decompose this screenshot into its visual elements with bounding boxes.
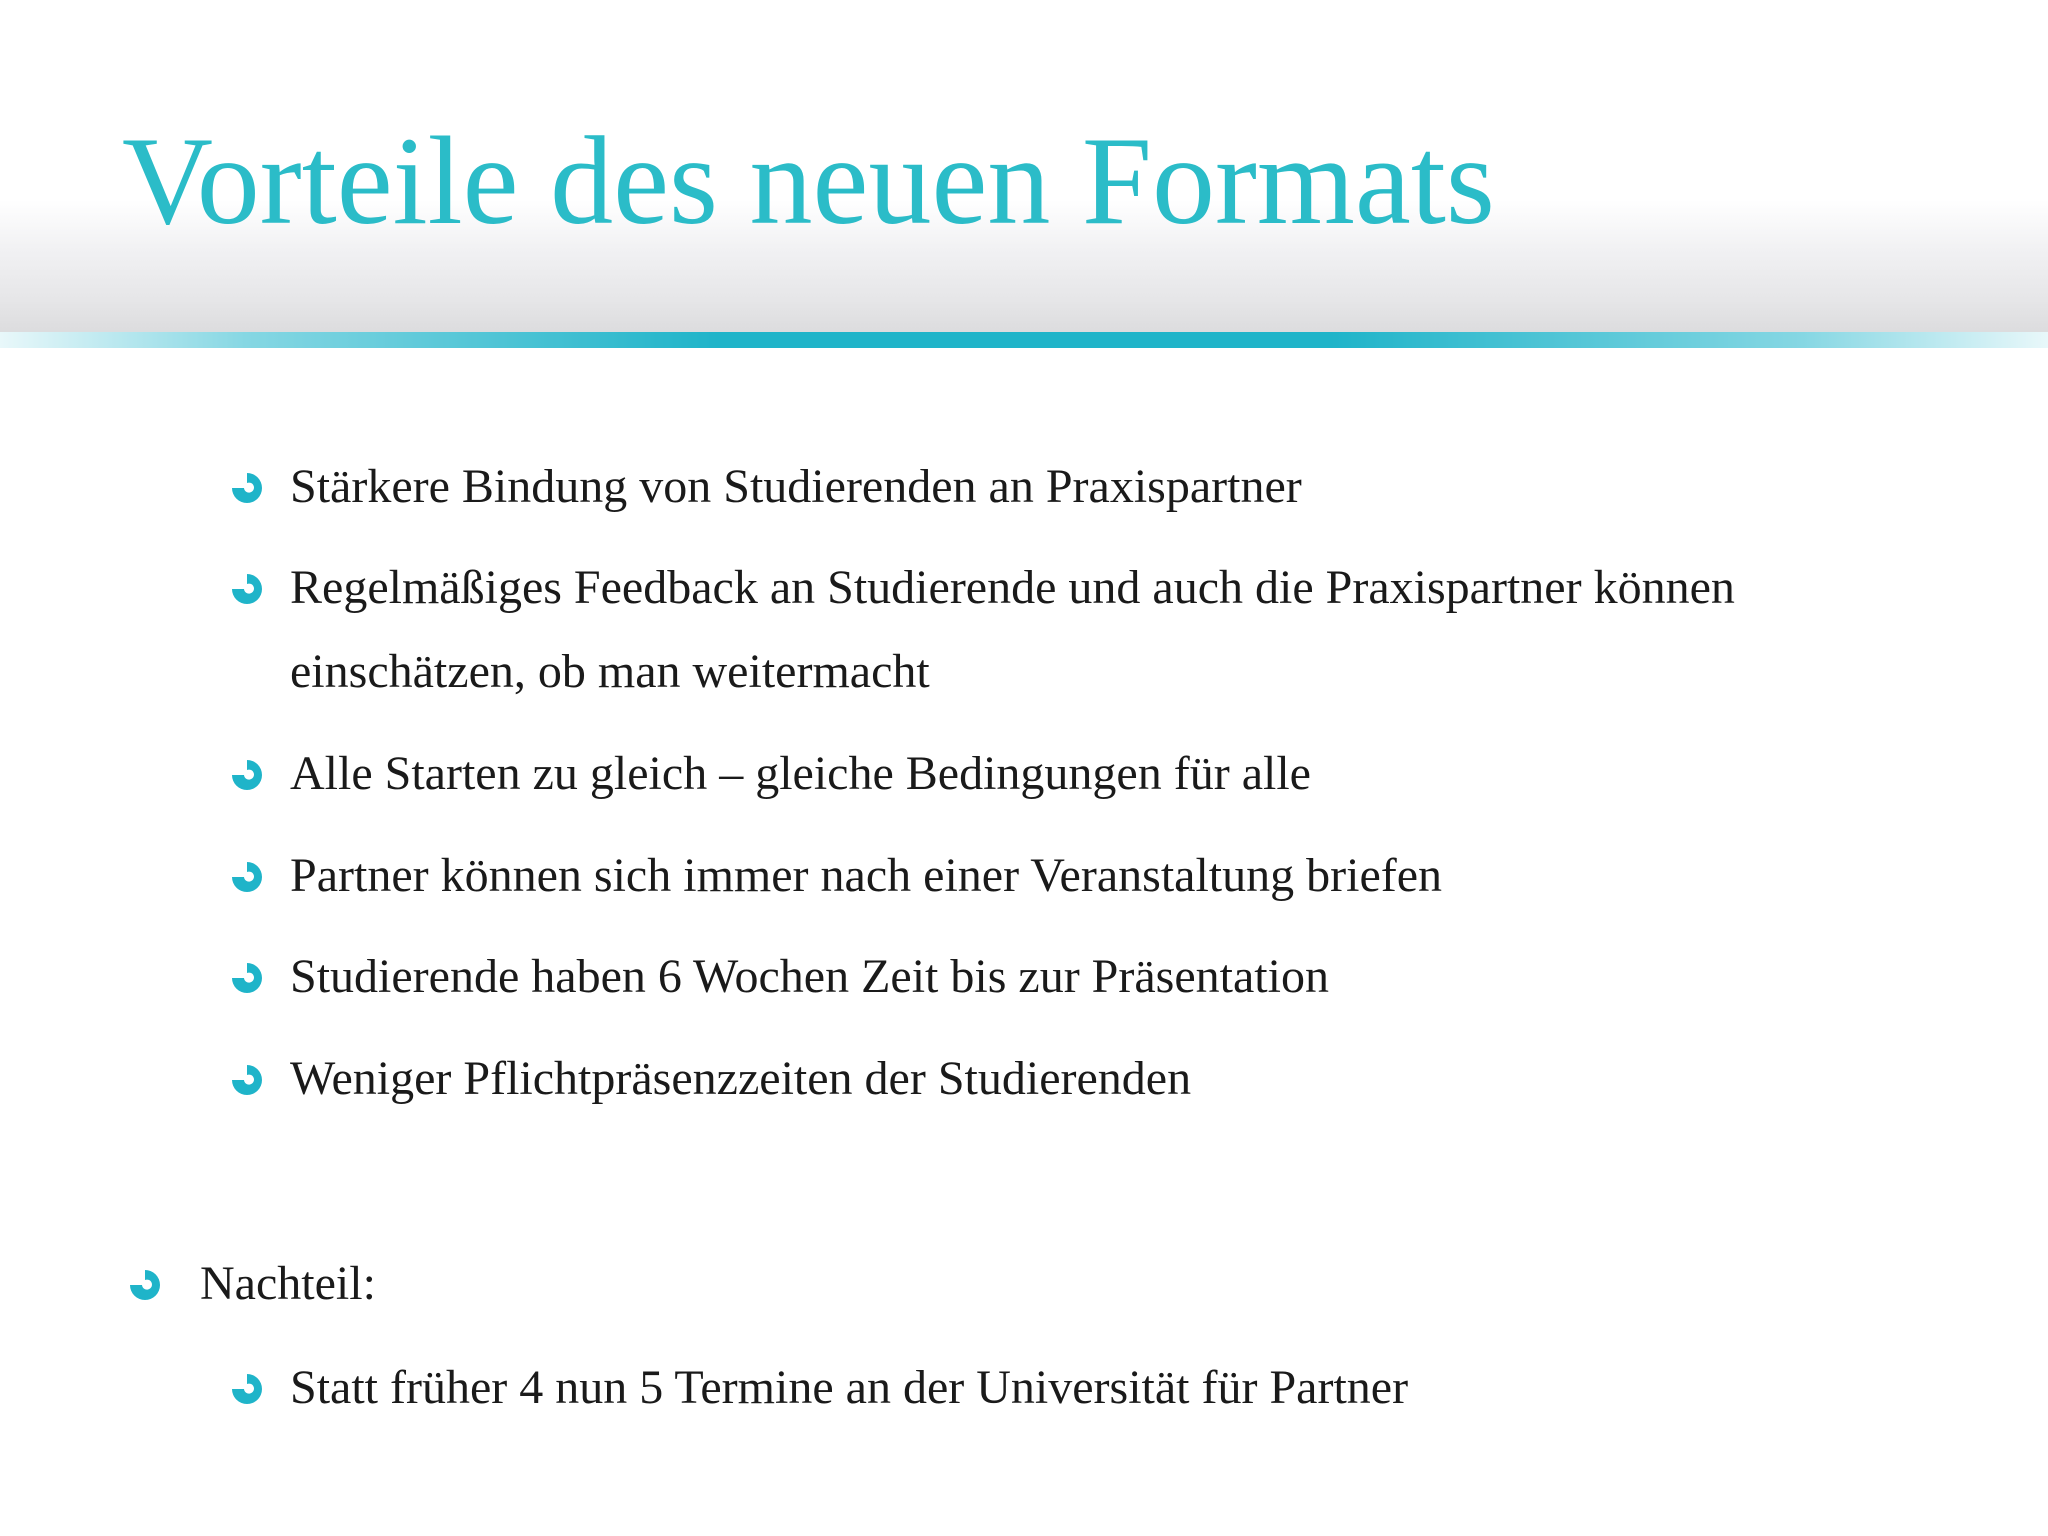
disadvantage-item bbox=[290, 1346, 1890, 1430]
crescent-bullet-icon bbox=[230, 572, 264, 606]
advantage-text: Weniger Pflichtpräsenzzeiten der Studierenden bbox=[290, 1052, 1192, 1105]
disadvantage-text: Statt früher 4 nun 5 Termine an der Universität für Partner bbox=[290, 1361, 1409, 1414]
advantage-item bbox=[290, 546, 1910, 714]
crescent-bullet-icon bbox=[230, 860, 264, 894]
crescent-bullet-icon bbox=[230, 961, 264, 995]
crescent-bullet-icon bbox=[128, 1268, 162, 1302]
disadvantage-heading-text: Nachteil: bbox=[200, 1257, 376, 1310]
advantage-text: Regelmäßiges Feedback an Studierende und auch die Praxispartner können einschätzen, ob man weitermacht bbox=[290, 561, 1735, 698]
crescent-bullet-icon bbox=[230, 1063, 264, 1097]
crescent-bullet-icon bbox=[230, 1372, 264, 1406]
title-divider bbox=[0, 332, 2048, 348]
crescent-bullet-icon bbox=[230, 758, 264, 792]
advantage-item bbox=[290, 445, 1890, 529]
advantage-item bbox=[290, 1037, 1890, 1121]
slide-title: Vorteile des neuen Formats bbox=[122, 112, 1495, 251]
advantage-text: Studierende haben 6 Wochen Zeit bis zur Präsentation bbox=[290, 950, 1329, 1003]
advantage-text: Stärkere Bindung von Studierenden an Praxispartner bbox=[290, 460, 1302, 513]
advantage-text: Partner können sich immer nach einer Veranstaltung briefen bbox=[290, 849, 1443, 902]
disadvantage-heading bbox=[200, 1242, 1800, 1326]
advantage-item bbox=[290, 935, 1890, 1019]
crescent-bullet-icon bbox=[230, 471, 264, 505]
advantage-item bbox=[290, 834, 1890, 918]
advantage-text: Alle Starten zu gleich – gleiche Bedingungen für alle bbox=[290, 747, 1311, 800]
advantage-item bbox=[290, 732, 1890, 816]
